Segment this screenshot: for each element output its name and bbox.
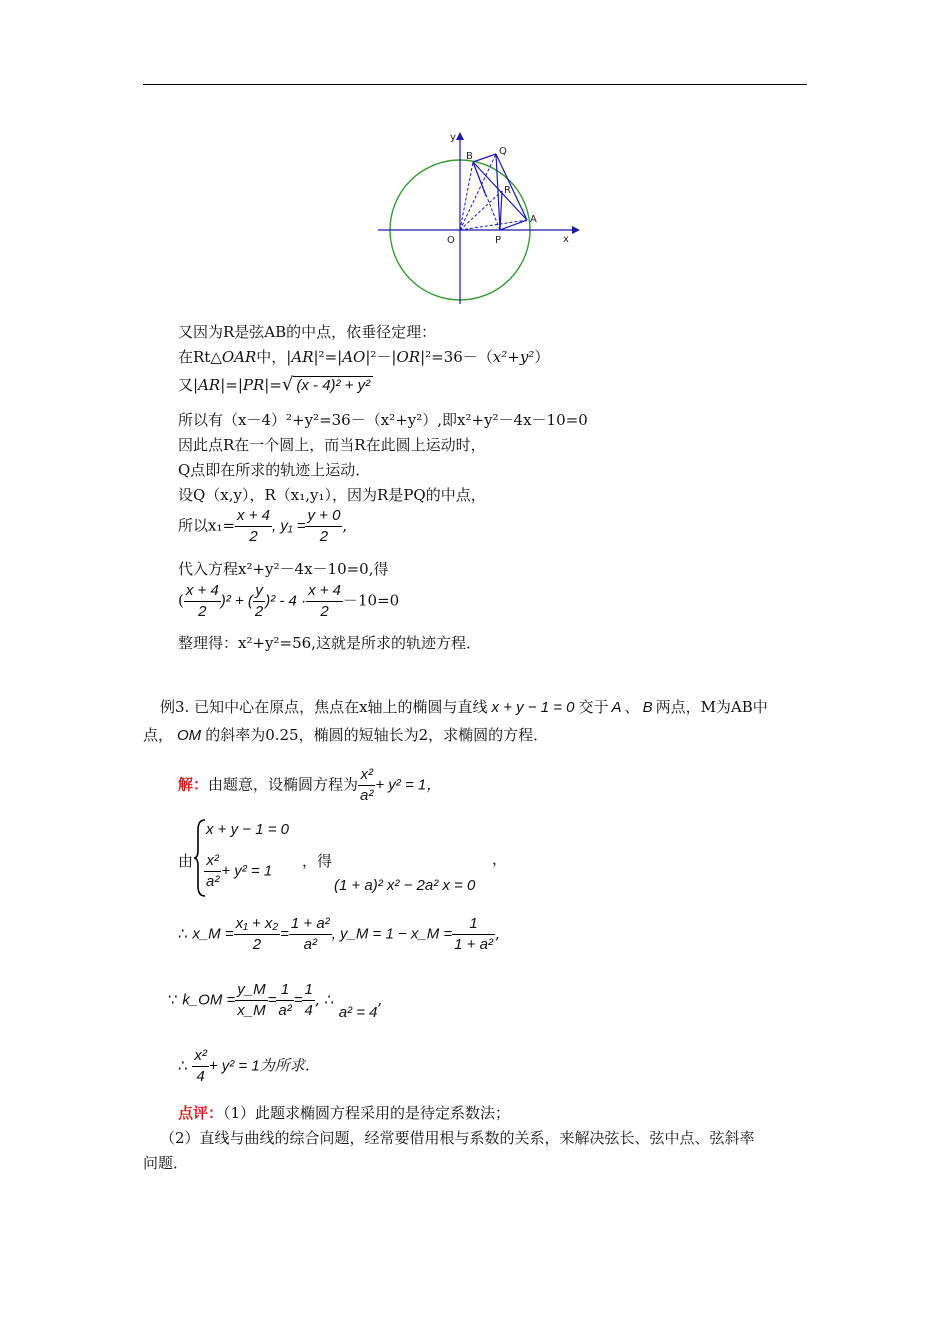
example-title-line1 — [160, 698, 768, 717]
t: + y² = 1 — [221, 862, 273, 880]
num: x + 4 — [235, 506, 272, 527]
text-line-8 — [178, 506, 347, 547]
solution-label: 解： — [178, 775, 209, 794]
t: OAR — [221, 348, 257, 366]
num: x² — [204, 851, 221, 872]
t: = — [280, 925, 289, 943]
kom-line — [168, 980, 382, 1021]
t: )² - 4 · — [265, 592, 307, 610]
label-r: R — [504, 185, 511, 196]
t: , — [377, 990, 383, 1009]
t: 所以x₁= — [178, 516, 236, 535]
dash-oa — [460, 220, 527, 230]
num: 1 + a² — [289, 914, 332, 935]
text-line-6: Q点即在所求的轨迹上运动． — [178, 461, 371, 479]
num: x₁ + x₂ — [234, 914, 281, 935]
fraction — [452, 914, 495, 955]
t: , y_M = 1 − x_M = — [331, 925, 453, 943]
y-arrow — [456, 132, 464, 140]
point-a: A — [611, 699, 622, 716]
den: a² — [303, 936, 317, 953]
system-result: (1 + a)² x² − 2a² x = 0 — [334, 877, 476, 894]
den: 2 — [320, 603, 329, 620]
t: , ∴ — [314, 990, 334, 1009]
t: 又| — [178, 376, 199, 394]
sqrt-body: (x - 4)² + y² — [293, 376, 373, 394]
den: a² — [206, 873, 220, 890]
den: 2 — [252, 936, 262, 953]
num: 1 — [302, 980, 314, 1001]
text-line-3 — [178, 376, 373, 395]
fraction — [204, 851, 221, 892]
num: x² — [358, 765, 375, 786]
t: 的斜率为0.25，椭圆的短轴长为2，求椭圆的方程． — [205, 726, 549, 744]
num: x + 4 — [306, 581, 343, 602]
den: a² — [360, 787, 374, 804]
t: 点， — [143, 726, 174, 744]
header-rule — [143, 84, 807, 85]
comment-line2: （2）直线与曲线的综合问题，经常要借用根与系数的关系，来解决弦长、弦中点、弦斜率 — [160, 1129, 755, 1147]
t: = — [267, 991, 277, 1009]
t: 交于 — [578, 698, 609, 716]
solution-intro — [178, 765, 441, 806]
t: , y₁ = — [271, 517, 306, 535]
sqrt-sign: √ — [281, 374, 294, 395]
t: |= — [264, 376, 282, 394]
den: 2 — [249, 528, 258, 545]
t: AR — [291, 348, 314, 366]
t: k_OM = — [182, 991, 236, 1009]
t: 例3. 已知中心在原点，焦点在x轴上的椭圆与直线 — [160, 698, 488, 716]
fraction — [289, 914, 332, 955]
geometry-figure — [372, 126, 587, 308]
t: = — [293, 991, 303, 1009]
text-line-10 — [178, 581, 399, 622]
num: x + 4 — [184, 581, 221, 602]
x-arrow — [572, 226, 580, 234]
t: + y² = 1为所求． — [208, 1057, 320, 1075]
text-line-2 — [178, 348, 549, 366]
fraction — [305, 506, 342, 547]
t: （1）此题求椭圆方程采用的是待定系数法； — [223, 1104, 511, 1122]
label-p: P — [495, 235, 502, 246]
system-mid: ，得 — [302, 852, 333, 870]
t: )² + ( — [220, 592, 253, 610]
fraction — [234, 914, 281, 955]
text-line-5: 因此点R在一个圆上，而当R在此圆上运动时， — [178, 436, 486, 454]
den: x_M — [237, 1002, 266, 1019]
system-eq2 — [204, 851, 272, 892]
om-label: OM — [177, 727, 202, 744]
t: |²=| — [313, 348, 343, 366]
label-a: A — [530, 214, 537, 225]
t: ( — [178, 591, 184, 610]
den: 2 — [198, 603, 207, 620]
num: y + 0 — [305, 506, 342, 527]
line-ap — [500, 220, 527, 230]
t: 在Rt△ — [178, 348, 222, 366]
comment-line3: 问题． — [143, 1154, 189, 1172]
system-prefix: 由 — [178, 852, 194, 870]
label-b: B — [466, 151, 473, 162]
line-equation: x + y − 1 = 0 — [491, 699, 575, 716]
because-icon: ∵ — [168, 990, 178, 1009]
text-line-11: 整理得：x²+y²=56,这就是所求的轨迹方程． — [178, 634, 481, 652]
t: |=| — [220, 376, 243, 394]
fraction — [235, 506, 272, 547]
fraction — [192, 1046, 209, 1087]
dash-or — [460, 191, 502, 230]
comment-line1 — [178, 1104, 510, 1122]
t: 、 — [624, 698, 640, 716]
text-line-9: 代入方程x²+y²－4x－10=0,得 — [178, 560, 389, 578]
t: 两点，M为AB中 — [655, 698, 768, 716]
fraction — [253, 581, 265, 622]
line-pq — [496, 154, 500, 230]
fraction — [302, 980, 314, 1021]
label-y: y — [450, 132, 456, 143]
t: 由题意，设椭圆方程为 — [208, 775, 359, 794]
t: ） — [534, 348, 550, 366]
t: －10=0 — [343, 591, 400, 610]
fraction — [184, 581, 221, 622]
den: 4 — [196, 1068, 205, 1085]
den: a² — [278, 1002, 292, 1019]
t: x_M = — [192, 925, 234, 943]
t: AR — [198, 376, 221, 394]
t: |²=36－（ — [420, 348, 493, 366]
text-line-1: 又因为R是弦AB的中点，依垂径定理： — [178, 323, 437, 341]
t: 中，| — [256, 348, 292, 366]
text-line-7: 设Q（x,y），R（x₁,y₁），因为R是PQ的中点， — [178, 486, 486, 504]
t: , — [342, 516, 348, 535]
fraction — [306, 581, 343, 622]
therefore-icon: ∴ — [178, 1056, 188, 1075]
den: 1 + a² — [454, 936, 493, 953]
point-b: B — [642, 699, 653, 716]
t: , — [494, 924, 500, 943]
text-line-4: 所以有（x－4）²+y²=36－（x²+y²）,即x²+y²－4x－10=0 — [178, 411, 588, 429]
den: 4 — [304, 1002, 313, 1019]
fraction — [358, 765, 375, 806]
label-x: x — [563, 234, 569, 245]
system-end: ， — [492, 850, 508, 868]
num: 1 — [276, 980, 293, 1001]
den: 2 — [254, 603, 264, 620]
t: PR — [242, 376, 265, 394]
label-o: O — [447, 235, 455, 246]
dash-oq — [460, 154, 496, 230]
fraction — [276, 980, 293, 1021]
den: 2 — [319, 528, 329, 545]
therefore-icon: ∴ — [178, 924, 188, 943]
fraction — [235, 980, 267, 1021]
t: |²－| — [365, 348, 397, 366]
num: y_M — [235, 980, 267, 1001]
t: AO — [342, 348, 366, 366]
comment-label: 点评： — [178, 1104, 224, 1122]
num: 1 — [452, 914, 495, 935]
system-eq1: x + y − 1 = 0 — [206, 821, 289, 838]
num: x² — [192, 1046, 209, 1067]
label-q: Q — [499, 146, 507, 157]
example-title-line2 — [143, 726, 548, 745]
t: OR — [396, 348, 421, 366]
t: + y² = 1， — [375, 776, 442, 794]
answer-line — [178, 1046, 320, 1087]
t: a² = 4 — [338, 1003, 378, 1021]
num: y — [253, 581, 265, 602]
xm-line — [178, 914, 500, 955]
t: x²+y² — [492, 348, 535, 366]
